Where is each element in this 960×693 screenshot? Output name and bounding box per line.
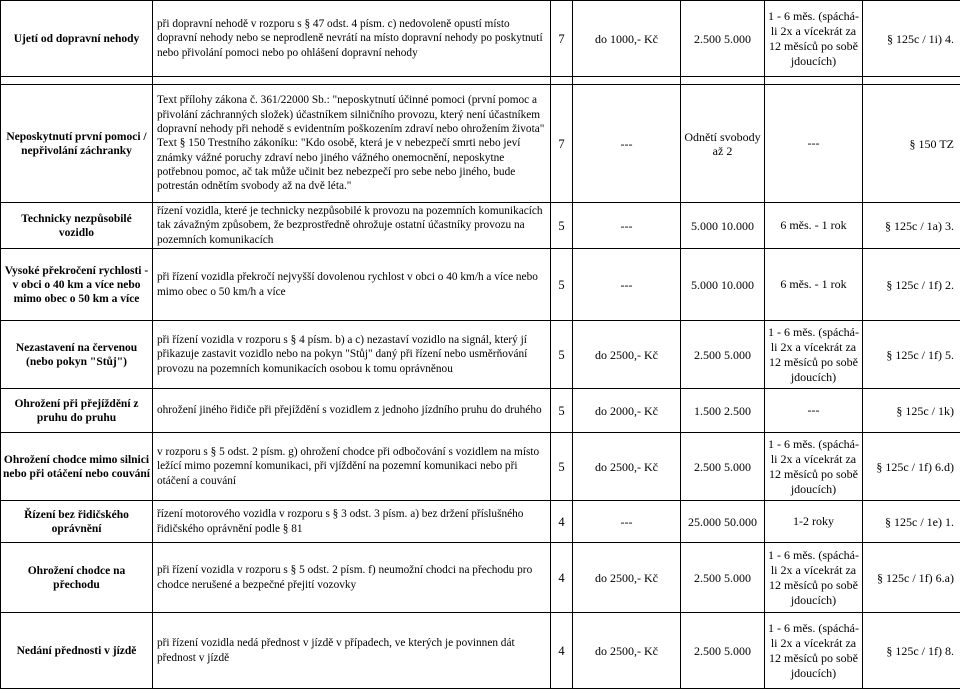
offense-description: Text přílohy zákona č. 361/22000 Sb.: "neposkytnutí účinné pomoci (první pomoc a přivolání záchranných složek) účastníkem silničního provozu, který není účastníkem dopravní nehody při nehodě s evidentním poškozením zdraví nebo ohrožením života" Text § 150 Trestního zákoníku: "Kdo osobě, která je v nebezpečí smrti nebo jeví známky vážné poruchy zdraví nebo jiného vážného onemocnění, neposkytne potřebnou pomoc, ač tak může učinit bez nebezpečí pro sebe nebo jiného, bude potrestán odnětím svobody až na dvě léta." <box>153 85 551 203</box>
points: 5 <box>551 249 573 321</box>
fine: --- <box>573 249 681 321</box>
paragraph: § 125c / 1f) 8. <box>863 613 960 689</box>
points: 7 <box>551 1 573 77</box>
offense-description: řízení vozidla, které je technicky nezpůsobilé k provozu na pozemních komunikacích tak závažným způsobem, že bezprostředně ohrožuje ostatní účastníky provozu na pozemních komunikacích <box>153 203 551 249</box>
points: 5 <box>551 433 573 501</box>
driving-ban: 1 - 6 měs. (spáchá-li 2x a vícekrát za 12 měsíců po sobě jdoucích) <box>765 543 863 613</box>
offense-name: Nedání přednosti v jízdě <box>1 613 153 689</box>
paragraph: § 125c / 1k) <box>863 389 960 433</box>
table-row <box>1 543 960 613</box>
driving-ban: 1 - 6 měs. (spáchá-li 2x a vícekrát za 12 měsíců po sobě jdoucích) <box>765 1 863 77</box>
table-row <box>1 613 960 689</box>
driving-ban: 1 - 6 měs. (spáchá-li 2x a vícekrát za 12 měsíců po sobě jdoucích) <box>765 433 863 501</box>
offense-description: při řízení vozidla v rozporu s § 4 písm. b) a c) nezastaví vozidlo na signál, který jí přikazuje zastavit vozidlo nebo na pokyn "Stůj" daný při řízení nebo usměrňování provozu na pozemních komunikacích osobou k tomu oprávněnou <box>153 321 551 389</box>
driving-ban: --- <box>765 389 863 433</box>
block-fine: 5.000 10.000 <box>681 203 765 249</box>
table-row <box>1 433 960 501</box>
fine: do 2500,- Kč <box>573 613 681 689</box>
paragraph: § 125c / 1i) 4. <box>863 1 960 77</box>
offense-description: při řízení vozidla v rozporu s § 5 odst. 2 písm. f) neumožní chodci na přechodu pro chodce nerušené a bezpečné přejití vozovky <box>153 543 551 613</box>
driving-ban: 1-2 roky <box>765 501 863 543</box>
block-fine: 2.500 5.000 <box>681 321 765 389</box>
points: 5 <box>551 203 573 249</box>
fine: do 2500,- Kč <box>573 433 681 501</box>
driving-ban: 6 měs. - 1 rok <box>765 249 863 321</box>
block-fine: Odnětí svobody až 2 <box>681 85 765 203</box>
offense-name: Vysoké překročení rychlosti - v obci o 40 km a více nebo mimo obec o 50 km a více <box>1 249 153 321</box>
offense-name: Ohrožení chodce na přechodu <box>1 543 153 613</box>
paragraph: § 125c / 1f) 5. <box>863 321 960 389</box>
paragraph: § 125c / 1f) 2. <box>863 249 960 321</box>
points: 4 <box>551 543 573 613</box>
offense-name: Ohrožení při přejíždění z pruhu do pruhu <box>1 389 153 433</box>
table-row <box>1 321 960 389</box>
offense-description: při řízení vozidla nedá přednost v jízdě v případech, ve kterých je povinnen dát přednost v jízdě <box>153 613 551 689</box>
offense-description: při dopravní nehodě v rozporu s § 47 odst. 4 písm. c) nedovoleně opustí místo dopravní nehody nebo se neprodleně nevrátí na místo dopravní nehody po poskytnutí nebo přivolání pomoci nebo po ohlášení dopravní nehody <box>153 1 551 77</box>
fine: --- <box>573 501 681 543</box>
points: 5 <box>551 389 573 433</box>
offense-name: Ujetí od dopravní nehody <box>1 1 153 77</box>
table-row <box>1 203 960 249</box>
driving-ban: --- <box>765 85 863 203</box>
fine: do 2000,- Kč <box>573 389 681 433</box>
paragraph: § 125c / 1f) 6.d) <box>863 433 960 501</box>
paragraph: § 125c / 1e) 1. <box>863 501 960 543</box>
table-row <box>1 1 960 77</box>
table-row <box>1 389 960 433</box>
table-row <box>1 85 960 203</box>
offense-name: Řízení bez řidičského oprávnění <box>1 501 153 543</box>
block-fine: 1.500 2.500 <box>681 389 765 433</box>
table-row <box>1 501 960 543</box>
fine: --- <box>573 85 681 203</box>
fine: do 2500,- Kč <box>573 543 681 613</box>
offense-description: řízení motorového vozidla v rozporu s § 3 odst. 3 písm. a) bez držení příslušného řidičského oprávnění podle § 81 <box>153 501 551 543</box>
offense-name: Neposkytnutí první pomoci / nepřivolání záchranky <box>1 85 153 203</box>
offense-name: Ohrožení chodce mimo silnici nebo při otáčení nebo couvání <box>1 433 153 501</box>
points: 5 <box>551 321 573 389</box>
block-fine: 2.500 5.000 <box>681 613 765 689</box>
block-fine: 25.000 50.000 <box>681 501 765 543</box>
driving-ban: 1 - 6 měs. (spáchá-li 2x a vícekrát za 12 měsíců po sobě jdoucích) <box>765 613 863 689</box>
driving-ban: 1 - 6 měs. (spáchá-li 2x a vícekrát za 12 měsíců po sobě jdoucích) <box>765 321 863 389</box>
block-fine: 2.500 5.000 <box>681 543 765 613</box>
driving-ban: 6 měs. - 1 rok <box>765 203 863 249</box>
points: 7 <box>551 85 573 203</box>
fine: do 2500,- Kč <box>573 321 681 389</box>
offense-name: Technicky nezpůsobilé vozidlo <box>1 203 153 249</box>
points: 4 <box>551 613 573 689</box>
paragraph: § 125c / 1a) 3. <box>863 203 960 249</box>
offense-description: v rozporu s § 5 odst. 2 písm. g) ohrožení chodce při odbočování s vozidlem na místo ležící mimo pozemní komunikaci, při vjíždění na pozemní komunikaci nebo při otáčení a couvání <box>153 433 551 501</box>
fine: do 1000,- Kč <box>573 1 681 77</box>
fine: --- <box>573 203 681 249</box>
paragraph: § 150 TZ <box>863 85 960 203</box>
block-fine: 2.500 5.000 <box>681 1 765 77</box>
points: 4 <box>551 501 573 543</box>
offense-description: ohrožení jiného řidiče při přejíždění s vozidlem z jednoho jízdního pruhu do druhého <box>153 389 551 433</box>
offense-description: při řízení vozidla překročí nejvyšší dovolenou rychlost v obci o 40 km/h a více nebo mimo obec o 50 km/h a více <box>153 249 551 321</box>
table-row <box>1 249 960 321</box>
block-fine: 5.000 10.000 <box>681 249 765 321</box>
offense-name: Nezastavení na červenou (nebo pokyn "Stůj") <box>1 321 153 389</box>
block-fine: 2.500 5.000 <box>681 433 765 501</box>
paragraph: § 125c / 1f) 6.a) <box>863 543 960 613</box>
